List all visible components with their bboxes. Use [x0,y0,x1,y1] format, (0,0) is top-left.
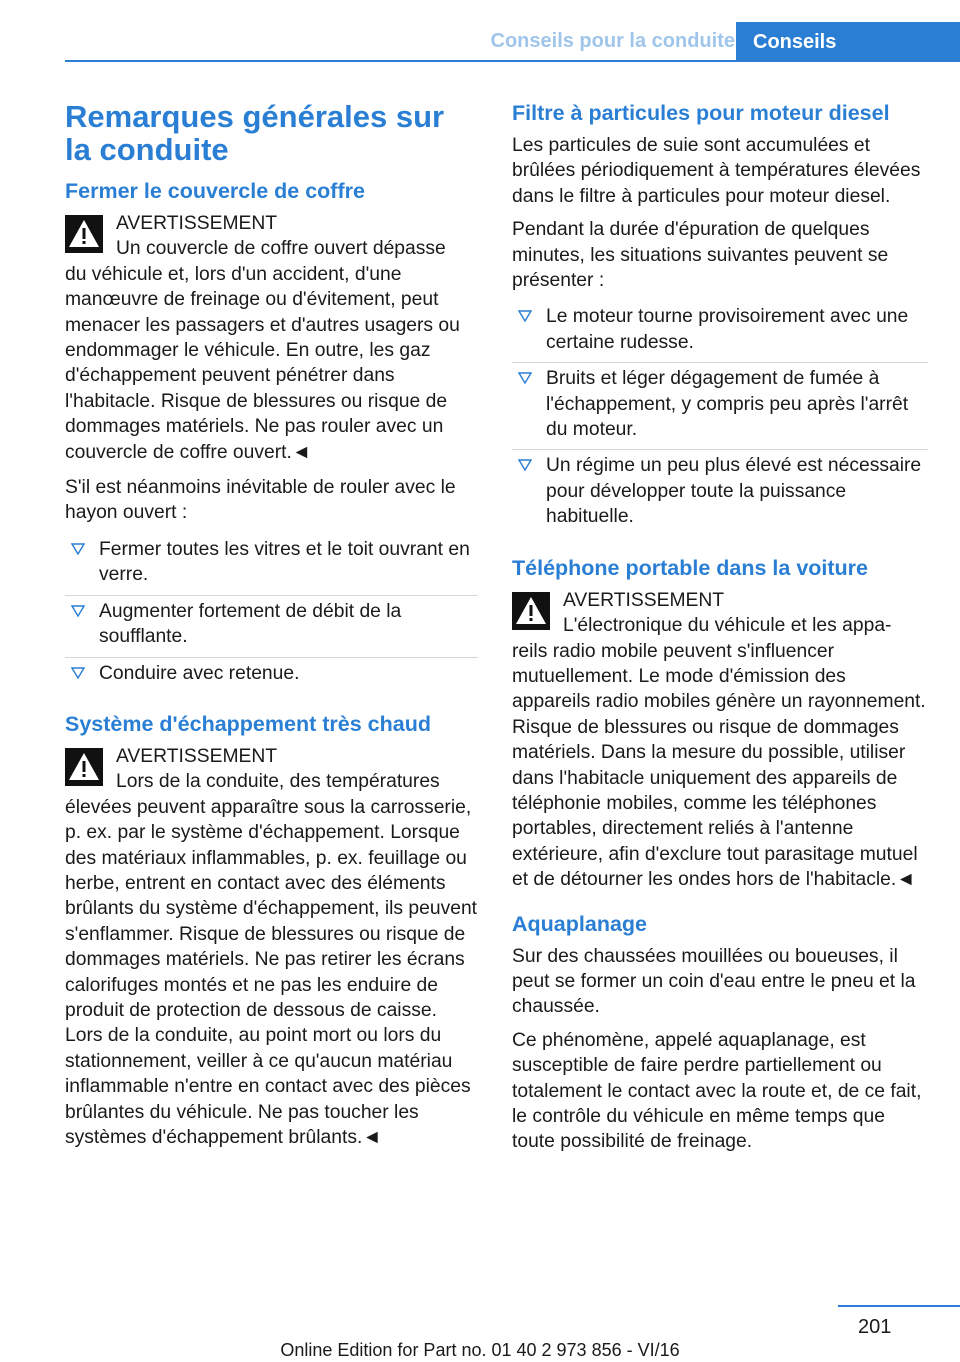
triangle-bullet-icon [518,371,532,385]
right-column [512,100,928,1163]
header-section-title: Conseils pour la conduite [490,30,735,52]
list-item-text: Fermer toutes les vitres et le toit ouvrant en verre. [99,538,470,586]
bullet-list [65,534,478,693]
warning-triangle-icon [512,592,550,630]
warning-title: AVERTISSEMENT [116,745,278,767]
header-rule [65,60,736,62]
section-heading-aquaplaning: Aquaplanage [512,911,647,936]
list-item-text: Augmenter fortement de débit de la soufflante. [99,600,402,648]
list-item [65,596,478,658]
triangle-bullet-icon [71,542,85,556]
warning-block-exhaust [65,744,478,1151]
list-item [512,301,928,363]
warning-text: élevées peuvent apparaître sous la carrosserie, p. ex. par le système d'échappement. Lorsque des matériaux inflammables, p. ex. feuillage ou herbe, entrent en contact avec des éléments brûlants du système d'échappement, ils peuvent s'enflammer. Risque de blessures ou risque de dommages matériels. Ne pas retirer les écrans calorifuges montés et ne pas les enduire de produit de protection de dessous de caisse. Lors de la conduite, au point mort ou lors du stationnement, veiller à ce qu'aucun matériau inflammable n'entre en contact avec des pièces brûlantes du véhicule. Ne pas toucher les systèmes d'échappement brûlants.◄ [65,796,478,1148]
left-column [65,100,478,1160]
list-item-text: Un régime un peu plus élevé est nécessaire pour développer toute la puissance habituelle. [546,455,922,528]
page-number: 201 [858,1316,892,1338]
list-item [512,450,928,536]
list-item-text: Conduire avec retenue. [99,662,300,684]
warning-text-first: Un couvercle de coffre ouvert dépasse [116,238,446,260]
page-title: Remarques générales sur la conduite [65,99,445,167]
header-chapter-tab: Conseils [736,22,960,62]
warning-text: du véhicule et, lors d'un accident, d'une manœuvre de freinage ou d'évitement, peut menacer les passagers et d'autres usagers ou endommager le véhicule. En outre, les gaz d'échappement peuvent pénétrer dans l'habitacle. Risque de blessures ou risque de dommages matériels. Ne pas rouler avec un couvercle de coffre ouvert.◄ [65,263,460,463]
section-heading-trunk-lid: Fermer le couvercle de coffre [65,179,365,203]
list-item-text: Le moteur tourne provisoirement avec une certaine rudesse. [546,306,909,353]
warning-block-trunk-lid [65,211,478,465]
paragraph: Sur des chaussées mouillées ou boueuses, il peut se former un coin d'eau entre le pneu et la chaussée. [512,945,916,1018]
section-heading-mobile-phone: Téléphone portable dans la voiture [512,555,869,580]
triangle-bullet-icon [71,666,85,680]
warning-block-mobile-phone [512,588,928,893]
list-item [512,363,928,450]
warning-title: AVERTISSEMENT [563,589,725,611]
warning-triangle-icon [65,215,103,253]
page-header [65,0,960,62]
section-heading-exhaust: Système d'échappement très chaud [65,711,431,736]
warning-text-first: L'électronique du véhicule et les appa- [563,615,892,637]
triangle-bullet-icon [71,604,85,618]
list-item-text: Bruits et léger dégagement de fumée à l'échappement, y compris peu après l'arrêt du moteur. [546,368,909,441]
warning-text-first: Lors de la conduite, des températures [116,771,440,793]
triangle-bullet-icon [518,458,532,472]
bullet-list [512,301,928,536]
section-heading-particle-filter: Filtre à particules pour moteur diesel [512,101,890,125]
list-item [65,534,478,596]
footer-rule [838,1305,960,1307]
warning-triangle-icon [65,748,103,786]
paragraph: Pendant la durée d'épuration de quelques minutes, les situations suivantes peuvent se présenter : [512,219,889,292]
paragraph: Les particules de suie sont accumulées et brûlées périodiquement à températures élevées dans le filtre à particules pour moteur diesel. [512,135,921,207]
warning-title: AVERTISSEMENT [116,213,278,234]
list-item [65,658,478,693]
triangle-bullet-icon [518,309,532,323]
warning-text: reils radio mobile peuvent s'influencer mutuellement. Le mode d'émission des appareils radio mobiles génère un rayonnement. Risque de blessures ou risque de dommages matériels. Dans la mesure du possible, utiliser dans l'habitacle uniquement des appareils de téléphonie mobiles, comme les téléphones portables, directement reliés à l'antenne extérieure, afin d'exclure tout parasitage mutuel et de détourner les ondes hors de l'habitacle.◄ [512,640,926,891]
paragraph: S'il est néanmoins inévitable de rouler avec le hayon ouvert : [65,477,456,524]
edition-note: Online Edition for Part no. 01 40 2 973 856 - VI/16 [280,1340,680,1360]
paragraph: Ce phénomène, appelé aquaplanage, est susceptible de faire perdre partiellement ou totalement le contact avec la route et, de ce fait, le contrôle du véhicule en même temps que toute possibilité de freinage. [512,1029,922,1153]
